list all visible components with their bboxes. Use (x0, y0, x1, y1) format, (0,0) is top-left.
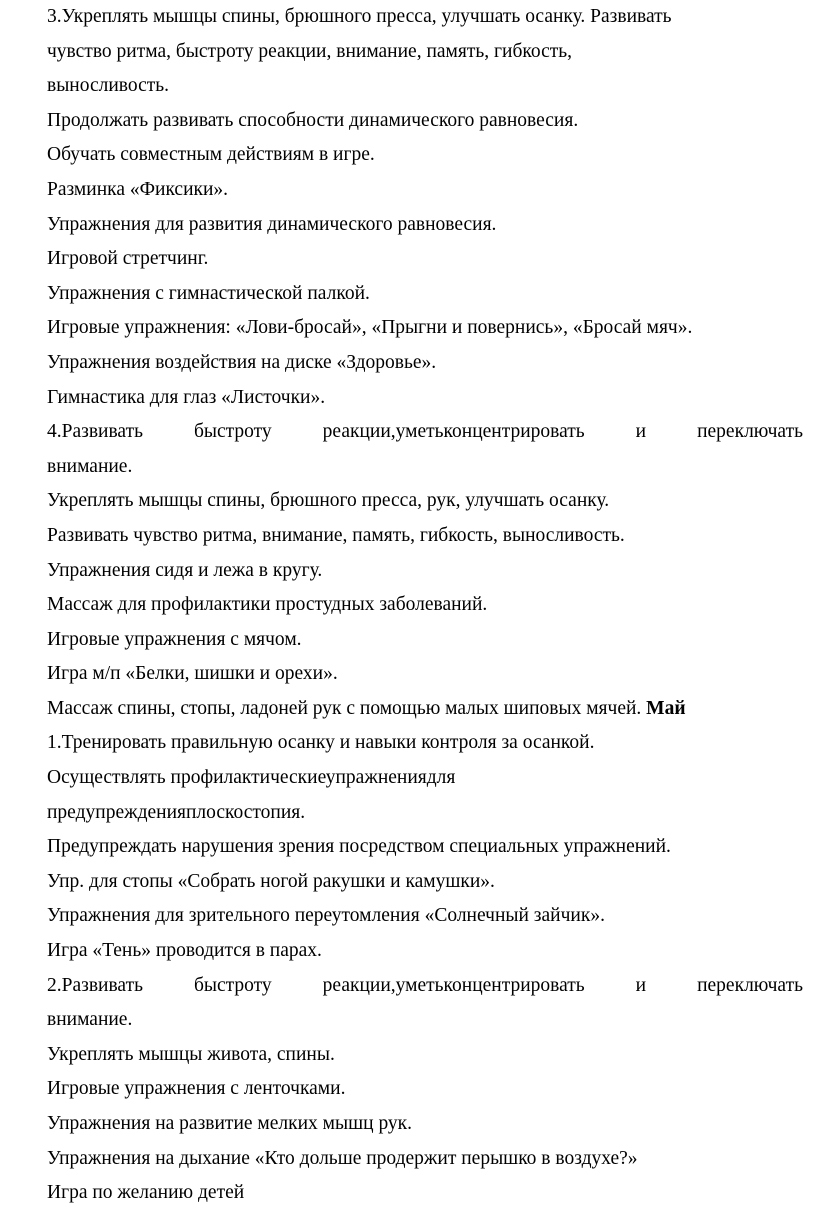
text-line: Укреплять мышцы живота, спины. (47, 1043, 335, 1065)
text-line: Упражнения для зрительного переутомления «Солнечный зайчик». (47, 905, 605, 927)
word: реакции,уметьконцентрировать (322, 974, 585, 996)
text-line: Упражнения с гимнастической палкой. (47, 282, 370, 304)
word: 2.Развивать (47, 974, 143, 996)
word: реакции,уметьконцентрировать (322, 421, 585, 443)
document-page (47, 0, 803, 1211)
text-line: Игровые упражнения с ленточками. (47, 1078, 346, 1100)
text-line: Игровой стретчинг. (47, 248, 209, 270)
text-line: внимание. (47, 1009, 133, 1031)
month-heading: Май (646, 697, 686, 719)
text-line: Упражнения сидя и лежа в кругу. (47, 559, 323, 581)
text-line: Упражнения для развития динамического равновесия. (47, 213, 497, 235)
text-line: чувство ритма, быстроту реакции, внимание, память, гибкость, (47, 40, 573, 62)
word: и (635, 421, 647, 443)
text-line: Игра «Тень» проводится в парах. (47, 940, 322, 962)
massage-text: Массаж спины, стопы, ладоней рук с помощью малых шиповых мячей. (47, 697, 642, 719)
text-line: Упражнения воздействия на диске «Здоровье». (47, 351, 437, 373)
text-line: 3.Укреплять мышцы спины, брюшного пресса, улучшать осанку. Развивать (47, 6, 672, 27)
text-line: Упражнения на развитие мелких мышц рук. (47, 1113, 413, 1134)
text-line: Предупреждать нарушения зрения посредством специальных упражнений. (47, 836, 671, 858)
text-line: Упражнения на дыхание «Кто дольше продержит перышко в воздухе?» (47, 1147, 638, 1169)
text-line: 1.Тренировать правильную осанку и навыки контроля за осанкой. (47, 732, 595, 754)
word: 4.Развивать (47, 421, 143, 443)
justified-line (47, 969, 803, 1004)
massage-line (47, 692, 803, 727)
text-line: Развивать чувство ритма, внимание, память, гибкость, выносливость. (47, 524, 625, 546)
text-line: Укреплять мышцы спины, брюшного пресса, рук, улучшать осанку. (47, 490, 610, 512)
text-line: Игровые упражнения: «Лови-бросай», «Прыгни и повернись», «Бросай мяч». (47, 317, 693, 339)
text-line: внимание. (47, 455, 133, 477)
word: быстроту (193, 974, 272, 996)
text-line: Игра по желанию детей (47, 1182, 245, 1204)
text-line: Игра м/п «Белки, шишки и орехи». (47, 663, 338, 685)
text-line: Осуществлять профилактическиеупражнениядля (47, 767, 456, 789)
justified-line (47, 415, 803, 450)
text-line: Обучать совместным действиям в игре. (47, 144, 375, 166)
text-line: Массаж для профилактики простудных заболеваний. (47, 594, 488, 616)
text-line: выносливость. (47, 75, 170, 97)
text-line: Гимнастика для глаз «Листочки». (47, 386, 326, 408)
text-line: Продолжать развивать способности динамического равновесия. (47, 109, 579, 131)
text-line: Разминка «Фиксики». (47, 178, 229, 200)
word: и (635, 974, 647, 996)
word: быстроту (193, 421, 272, 443)
text-line: Игровые упражнения с мячом. (47, 628, 302, 650)
text-line: Упр. для стопы «Собрать ногой ракушки и камушки». (47, 870, 495, 892)
word: переключать (697, 421, 803, 443)
word: переключать (697, 974, 803, 996)
text-line: предупрежденияплоскостопия. (47, 801, 306, 823)
